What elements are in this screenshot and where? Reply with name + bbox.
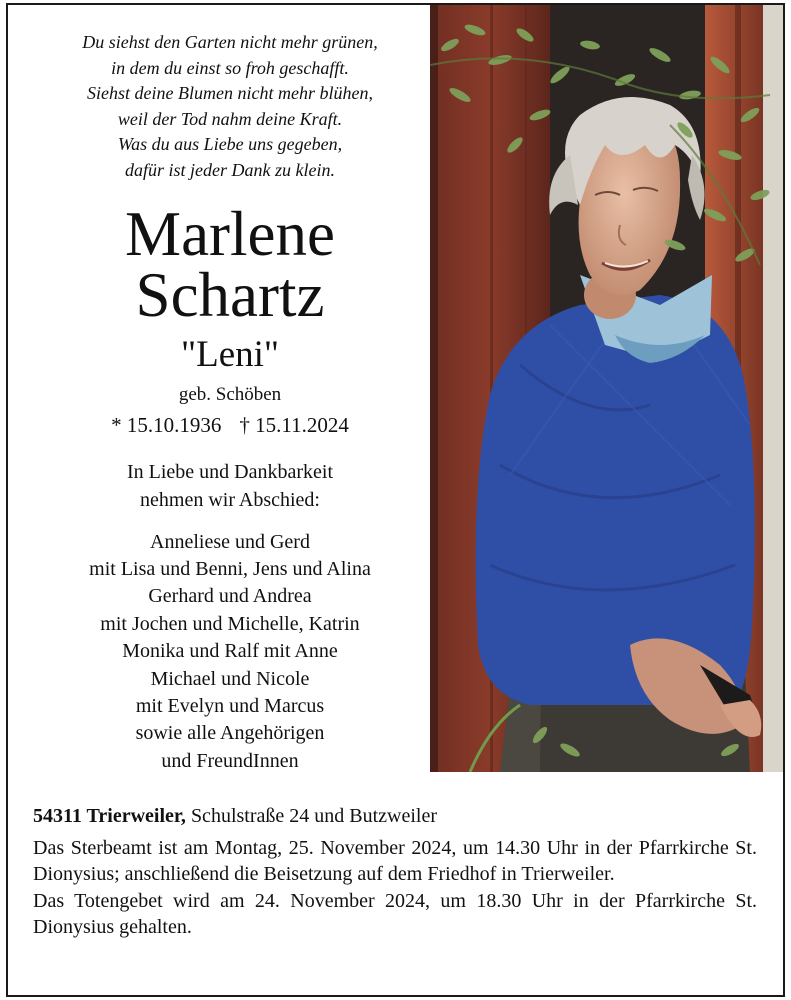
mourner-line: mit Evelyn und Marcus — [135, 695, 325, 717]
poem-line: dafür ist jeder Dank zu klein. — [125, 159, 335, 180]
mourner-line: mit Lisa und Benni, Jens und Alina — [89, 557, 371, 580]
service-information — [33, 803, 757, 941]
prayer-announcement: Das Totengebet wird am 24. November 2024, um 18.30 Uhr in der Pfarrkirche St. Dionysius gehalten. — [33, 889, 757, 938]
obituary-text-column — [30, 30, 430, 775]
life-dates — [30, 410, 430, 440]
mourners-list — [30, 529, 430, 776]
deceased-nickname: "Leni" — [180, 333, 279, 375]
mourner-line: Anneliese und Gerd — [150, 530, 310, 553]
death-date: † 15.11.2024 — [239, 412, 349, 437]
farewell-text — [30, 458, 430, 514]
poem-line: Siehst deine Blumen nicht mehr blühen, — [87, 83, 373, 104]
deceased-first-name: Marlene — [125, 198, 335, 269]
mourner-line: Monika und Ralf mit Anne — [122, 640, 338, 663]
mourner-line: Michael und Nicole — [150, 667, 310, 690]
memorial-poem — [30, 30, 430, 184]
farewell-line: nehmen wir Abschied: — [140, 488, 320, 511]
address-street: Schulstraße 24 und Butzweiler — [190, 805, 437, 827]
poem-line: Du siehst den Garten nicht mehr grünen, — [82, 32, 378, 52]
mourner-line: und FreundInnen — [161, 749, 299, 772]
poem-line: in dem du einst so froh geschafft. — [111, 57, 349, 78]
address-town: 54311 Trierweiler, — [33, 805, 186, 827]
mourner-line: Gerhard und Andrea — [148, 585, 312, 608]
deceased-last-name: Schartz — [135, 259, 325, 330]
birth-date: * 15.10.1936 — [111, 412, 222, 437]
mourner-line: sowie alle Angehörigen — [135, 722, 325, 745]
family-address — [33, 803, 757, 830]
poem-line: Was du aus Liebe uns gegeben, — [117, 134, 343, 155]
poem-line: weil der Tod nahm deine Kraft. — [117, 108, 343, 129]
portrait-photo — [430, 5, 783, 772]
mourner-line: mit Jochen und Michelle, Katrin — [100, 612, 360, 635]
maiden-name: geb. Schöben — [178, 383, 282, 405]
farewell-line: In Liebe und Dankbarkeit — [126, 460, 334, 483]
requiem-announcement: Das Sterbeamt ist am Montag, 25. November 2024, um 14.30 Uhr in der Pfarrkirche St. Dionysius; anschließend die Beisetzung auf dem Friedhof in Trierweiler. — [33, 836, 757, 885]
